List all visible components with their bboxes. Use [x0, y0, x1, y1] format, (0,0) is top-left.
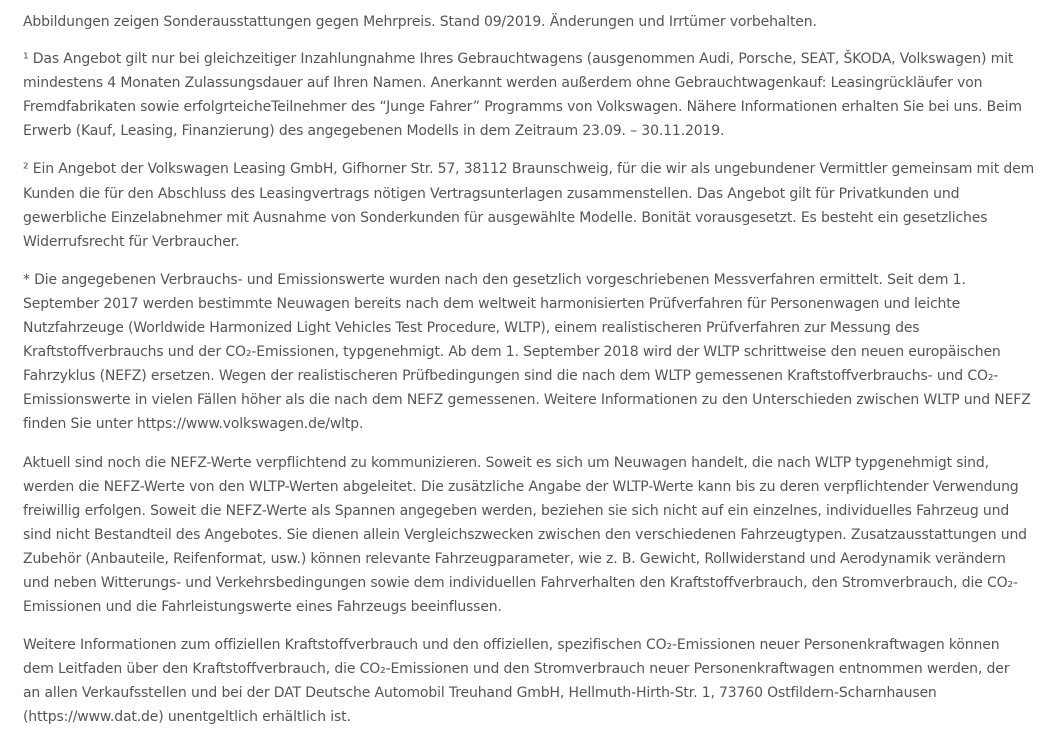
further-info: Weitere Informationen zum offiziellen Kraftstoffverbrauch und den offiziellen, spezifischen CO₂-Emissionen neuer Personenkraftwagen können dem Leitfaden über den Kraftstoffverbrauch, die CO₂-Emissionen und den Stromverbrauch neuer Personenkraftwagen entnommen werden, der an allen Verkaufsstellen und bei der DAT Deutsche Automobil Treuhand GmbH, Hellmuth-Hirth-Str. 1, 73760 Ostfildern-Scharnhausen (https://www.dat.de) unentgeltlich erhältlich ist. — [23, 637, 1010, 726]
intro-note: Abbildungen zeigen Sonderausstattungen gegen Mehrpreis. Stand 09/2019. Änderungen und Irrtümer vorbehalten. — [23, 14, 817, 30]
footnote-emissions: * Die angegebenen Verbrauchs- und Emissionswerte wurden nach den gesetzlich vorgeschriebenen Messverfahren ermittelt. Seit dem 1. September 2017 werden bestimmte Neuwagen bereits nach dem weltweit harmonisierten Prüfverfahren für Personenwagen und leichte Nutzfahrzeuge (Worldwide Harmonized Light Vehicles Test Procedure, WLTP), einem realistischeren Prüfverfahren zur Messung des Kraftstoffverbrauchs und der CO₂-Emissionen, typgenehmigt. Ab dem 1. September 2018 wird der WLTP schrittweise den neuen europäischen Fahrzyklus (NEFZ) ersetzen. Wegen der realistischeren Prüfbedingungen sind die nach dem WLTP gemessenen Kraftstoffverbrauchs- und CO₂- Emissionswerte in vielen Fällen höher als die nach dem NEFZ gemessenen. Weitere Informationen zu den Unterschieden zwischen WLTP und NEFZ finden Sie unter https://www.volkswagen.de/wltp. — [23, 271, 1031, 433]
footnote-1: ¹ Das Angebot gilt nur bei gleichzeitiger Inzahlungnahme Ihres Gebrauchtwagens (ausgenommen Audi, Porsche, SEAT, ŠKODA, Volkswagen) mit mindestens 4 Monaten Zulassungsdauer auf Ihren Namen. Anerkannt werden außerdem ohne Gebrauchtwagenkauf: Leasingrückläufer von Fremdfabrikaten sowie erfolgrteicheTeilnehmer des “Junge Fahrer” Programms von Volkswagen. Nähere Informationen erhalten Sie bei uns. Beim Erwerb (Kauf, Leasing, Finanzierung) des angegebenen Modells in dem Zeitraum 23.09. – 30.11.2019. — [23, 51, 1022, 140]
legal-notes-section — [23, 10, 1053, 744]
footnote-2: ² Ein Angebot der Volkswagen Leasing GmbH, Gifhorner Str. 57, 38112 Braunschweig, für die wir als ungebundener Vermittler gemeinsam mit dem Kunden die für den Abschluss des Leasingvertrags nötigen Vertragsunterlagen zusammenstellen. Das Angebot gilt für Privatkunden und gewerbliche Einzelabnehmer mit Ausnahme von Sonderkunden für ausgewählte Modelle. Bonität vorausgesetzt. Es besteht ein gesetzliches Widerrufsrecht für Verbraucher. — [23, 161, 1035, 250]
nefz-info: Aktuell sind noch die NEFZ-Werte verpflichtend zu kommunizieren. Soweit es sich um Neuwagen handelt, die nach WLTP typgenehmigt sind, werden die NEFZ-Werte von den WLTP-Werten abgeleitet. Die zusätzliche Angabe der WLTP-Werte kann bis zu deren verpflichtender Verwendung freiwillig erfolgen. Soweit die NEFZ-Werte als Spannen angegeben werden, beziehen sie sich nicht auf ein einzelnes, individuelles Fahrzeug und sind nicht Bestandteil des Angebotes. Sie dienen allein Vergleichszwecken zwischen den verschiedenen Fahrzeugtypen. Zusatzausstattungen und Zubehör (Anbauteile, Reifenformat, usw.) können relevante Fahrzeugparameter, wie z. B. Gewicht, Rollwiderstand und Aerodynamik verändern und neben Witterungs- und Verkehrsbedingungen sowie dem individuellen Fahrverhalten den Kraftstoffverbrauch, den Stromverbrauch, die CO₂- Emissionen und die Fahrleistungswerte eines Fahrzeugs beeinflussen. — [23, 454, 1027, 616]
